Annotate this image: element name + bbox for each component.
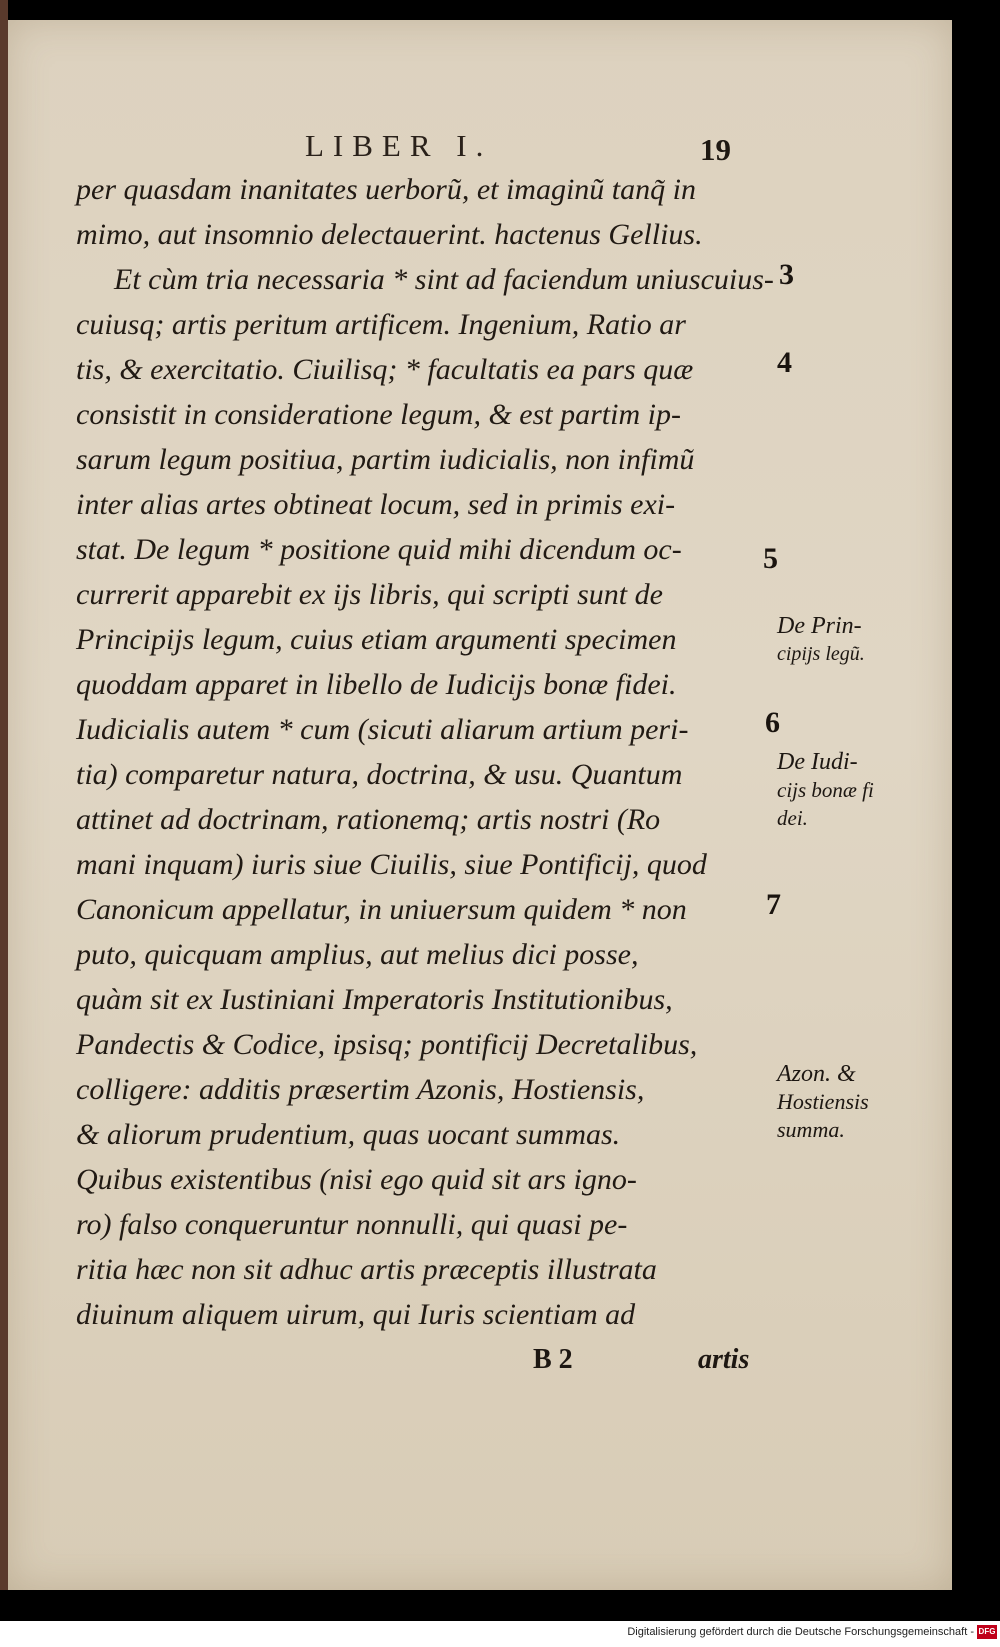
marginal-note-line: cijs bonæ fi [777,778,874,802]
text-line: tis, & exercitatio. Ciuilisq; * facultatis ea pars quæ [76,353,694,386]
text-line: quoddam apparet in libello de Iudicijs bonæ fidei. [76,668,677,701]
text-line: Iudicialis autem * cum (sicuti aliarum artium peri- [76,713,689,746]
marginal-note-line: De Iudi- [777,749,858,775]
text-line: mani inquam) iuris siue Ciuilis, siue Pontificij, quod [76,848,707,881]
text-line: tia) comparetur natura, doctrina, & usu. Quantum [76,758,683,791]
text-line: quàm sit ex Iustiniani Imperatoris Institutionibus, [76,983,673,1016]
body-text [76,170,846,1350]
text-line: attinet ad doctrinam, rationemq; artis nostri (Ro [76,803,661,836]
margin-number: 6 [765,706,780,739]
marginal-note-line: De Prin- [777,613,862,639]
margin-number: 7 [766,888,781,921]
text-line: colligere: additis præsertim Azonis, Hostiensis, [76,1073,645,1106]
text-line: diuinum aliquem uirum, qui Iuris scientiam ad [76,1298,636,1331]
marginal-note-line: summa. [777,1117,845,1142]
text-line: per quasdam inanitates uerborũ, et imaginũ tanq̃ in [76,173,696,206]
marginal-note-line: Hostiensis [777,1089,869,1114]
marginal-note [777,612,865,668]
marginal-note [777,1060,869,1144]
text-line: ritia hæc non sit adhuc artis præceptis illustrata [76,1253,657,1286]
marginal-note-line: cipijs legũ. [777,643,865,665]
book-page [8,20,952,1590]
text-line: Canonicum appellatur, in uniuersum quidem * non [76,893,687,926]
text-line: puto, quicquam amplius, aut melius dici posse, [76,938,639,971]
catchword: artis [698,1344,750,1375]
margin-number: 3 [779,258,794,291]
text-line: Principijs legum, cuius etiam argumenti specimen [76,623,677,656]
page-number: 19 [700,132,731,167]
text-line: ro) falso conqueruntur nonnulli, qui quasi pe- [76,1208,628,1241]
scan-background [0,1590,1000,1621]
text-line: cuiusq; artis peritum artificem. Ingenium, Ratio ar [76,308,686,341]
text-line: consistit in consideratione legum, & est partim ip- [76,398,681,431]
signature-mark: B 2 [533,1344,573,1375]
marginal-note-line: Azon. & [777,1061,856,1087]
marginal-note-line: dei. [777,806,808,830]
text-line: Et cùm tria necessaria * sint ad faciendum uniuscuius- [114,263,774,296]
running-head: LIBER I. [305,128,493,163]
funding-credit: Digitalisierung gefördert durch die Deutsche Forschungsgemeinschaft - [627,1626,974,1638]
footer-bar [0,1621,1000,1647]
text-line: Pandectis & Codice, ipsisq; pontificij Decretalibus, [76,1028,698,1061]
text-line: Quibus existentibus (nisi ego quid sit ars igno- [76,1163,637,1196]
text-line: mimo, aut insomnio delectauerint. hactenus Gellius. [76,218,703,251]
dfg-logo[interactable]: DFG [977,1625,997,1639]
text-line: currerit apparebit ex ijs libris, qui scripti sunt de [76,578,663,611]
marginal-note [777,748,874,832]
text-line: stat. De legum * positione quid mihi dicendum oc- [76,533,682,566]
margin-number: 5 [763,542,778,575]
text-line: sarum legum positiua, partim iudicialis, non infimũ [76,443,695,476]
margin-number: 4 [777,346,792,379]
text-line: & aliorum prudentium, quas uocant summas. [76,1118,621,1151]
page-edge [0,0,8,1590]
text-line: inter alias artes obtineat locum, sed in primis exi- [76,488,676,521]
